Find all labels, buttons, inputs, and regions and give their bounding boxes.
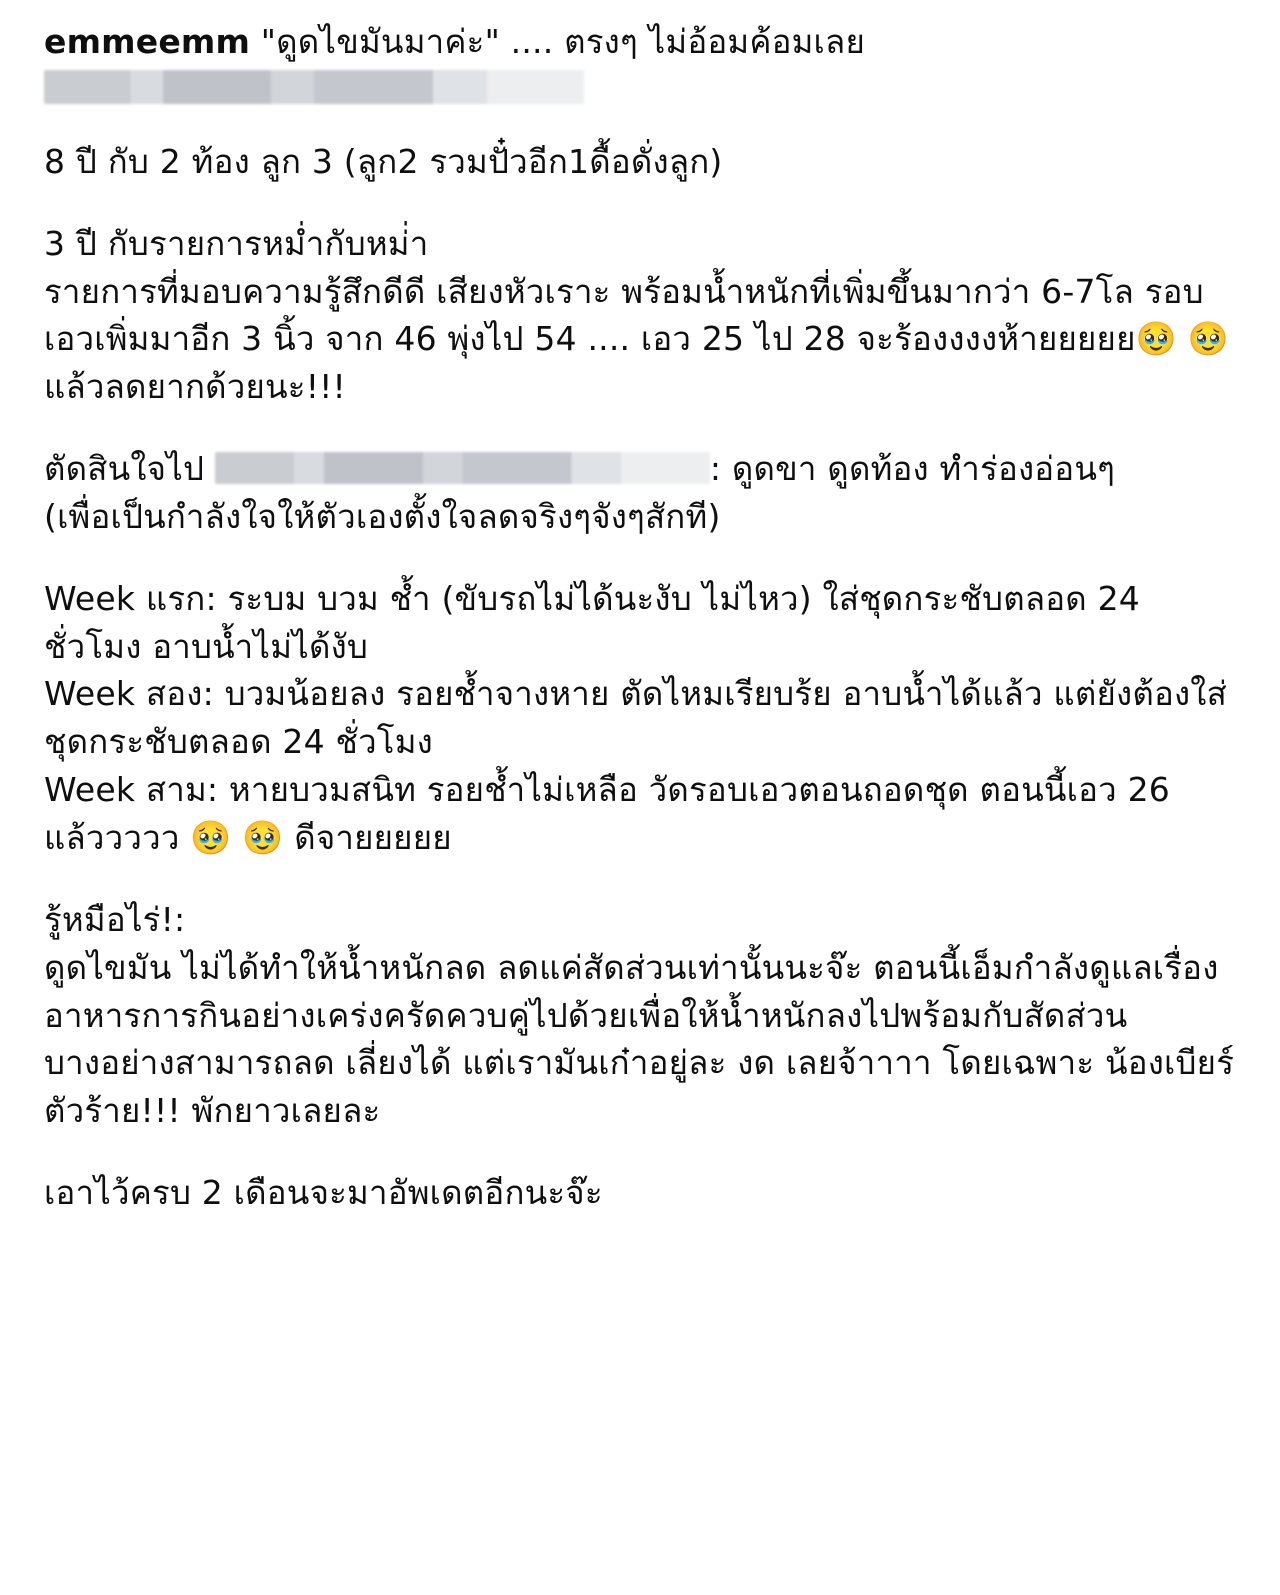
know-body-2: บางอย่างสามารถลด เลี่ยงได้ แต่เรามันเก๋าอยู่ละ งด เลยจ้าาาา โดยเฉพาะ น้องเบียร์ ตัวร้าย!!! พักยาวเลยละ — [44, 1043, 1245, 1131]
spacer — [44, 411, 1236, 445]
spacer — [44, 862, 1236, 896]
spacer — [44, 541, 1236, 575]
post-header-text: "ดูดไขมันมาค่ะ" .... ตรงๆ ไม่อ้อมค้อมเลย — [250, 22, 865, 61]
post-header-line — [44, 18, 1236, 66]
spacer — [44, 186, 1236, 220]
know-body-1: ดูดไขมัน ไม่ได้ทำให้น้ำหนักลด ลดแค่สัดส่วนเท่านั้นนะจ๊ะ ตอนนี้เอ็มกำลังดูแลเรื่องอาหารการกินอย่างเคร่งครัดควบคู่ไปด้วยเพื่อให้น้ำหนักลงไปพร้อมกับสัดส่วน — [44, 947, 1219, 1035]
post-body-line-1: 8 ปี กับ 2 ท้อง ลูก 3 (ลูก2 รวมปั๋วอีก1ดื้อดั่งลูก) — [44, 141, 723, 181]
redacted-bar-2 — [215, 452, 710, 484]
decision-line — [44, 445, 1236, 493]
spacer — [44, 1135, 1236, 1169]
redacted-bar-1 — [44, 66, 1236, 104]
know-heading: รู้หมือไร่!: — [44, 899, 186, 939]
week-line-3: Week สาม: หายบวมสนิท รอยช้ำไม่เหลือ วัดรอบเอวตอนถอดชุด ตอนนี้เอว 26 แล้ววววว 🥹 🥹 ดีจายยยยย — [44, 770, 1181, 857]
decision-prefix: ตัดสินใจไป — [44, 449, 215, 489]
week-line-2: Week สอง: บวมน้อยลง รอยช้ำจางหาย ตัดไหมเรียบร้ย อาบน้ำได้แล้ว แต่ยังต้องใส่ชุดกระชับตลอด 24 ชั่วโมง — [44, 674, 1227, 762]
decision-note: (เพื่อเป็นกำลังใจให้ตัวเองตั้งใจลดจริงๆจังๆสักที) — [44, 496, 721, 536]
spacer — [44, 104, 1236, 138]
closing-line: เอาไว้ครบ 2 เดือนจะมาอัพเดตอีกนะจ๊ะ — [44, 1173, 603, 1213]
post-body-line-3: รายการที่มอบความรู้สึกดีดี เสียงหัวเราะ พร้อมน้ำหนักที่เพิ่มขึ้นมากว่า 6-7โล รอบเอวเพิ่มมาอีก 3 นิ้ว จาก 46 พุ่งไป 54 .... เอว 25 ไป 28 จะร้องงงงห้ายยยยย🥹 🥹 แล้วลดยากด้วยนะ!!! — [44, 271, 1240, 407]
decision-suffix: : ดูดขา ดูดท้อง ทำร่องอ่อนๆ — [709, 449, 1116, 489]
week-line-1: Week แรก: ระบม บวม ช้ำ (ขับรถไม่ได้นะงับ ไม่ไหว) ใส่ชุดกระชับตลอด 24 ชั่วโมง อาบน้ำไม่ได้งับ — [44, 578, 1151, 666]
username[interactable]: emmeemm — [44, 22, 251, 61]
post-body-line-2: 3 ปี กับรายการหม่ำกับหม่่า — [44, 223, 429, 263]
